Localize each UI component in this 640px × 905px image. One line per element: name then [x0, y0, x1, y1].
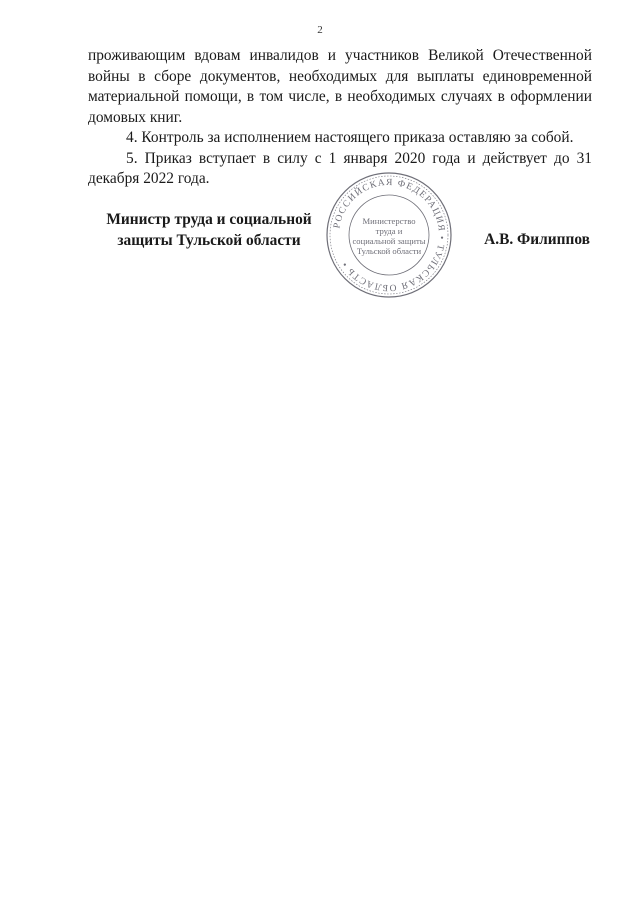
signatory-name: А.В. Филиппов — [484, 231, 590, 248]
signatory-position — [100, 210, 318, 251]
signatory-position-line1: Министр труда и социальной — [106, 211, 312, 228]
official-seal — [324, 170, 454, 300]
seal-center-line3: социальной защиты — [352, 236, 426, 246]
seal-ring-text: РОССИЙСКАЯ ФЕДЕРАЦИЯ • ТУЛЬСКАЯ ОБЛАСТЬ • — [332, 177, 447, 293]
seal-center-line4: Тульской области — [356, 246, 422, 256]
signatory-position-line2: защиты Тульской области — [117, 231, 301, 249]
page-number: 2 — [317, 24, 323, 36]
paragraph-item-5: 5. Приказ вступает в силу с 1 января 2020 года и действует до 31 декабря 2022 года. — [88, 149, 592, 187]
paragraph-continuation: проживающим вдовам инвалидов и участников Великой Отечественной войны в сборе документов, необходимых для выплаты единовременной материальной помощи, в том числе, в необходимых случаях в оформлении домовых книг. — [88, 47, 592, 126]
seal-center-line1: Министерство — [362, 216, 416, 226]
paragraph-item-4: 4. Контроль за исполнением настоящего приказа оставляю за собой. — [126, 129, 574, 146]
document-body — [88, 46, 592, 190]
seal-center-line2: труда и — [375, 226, 403, 236]
